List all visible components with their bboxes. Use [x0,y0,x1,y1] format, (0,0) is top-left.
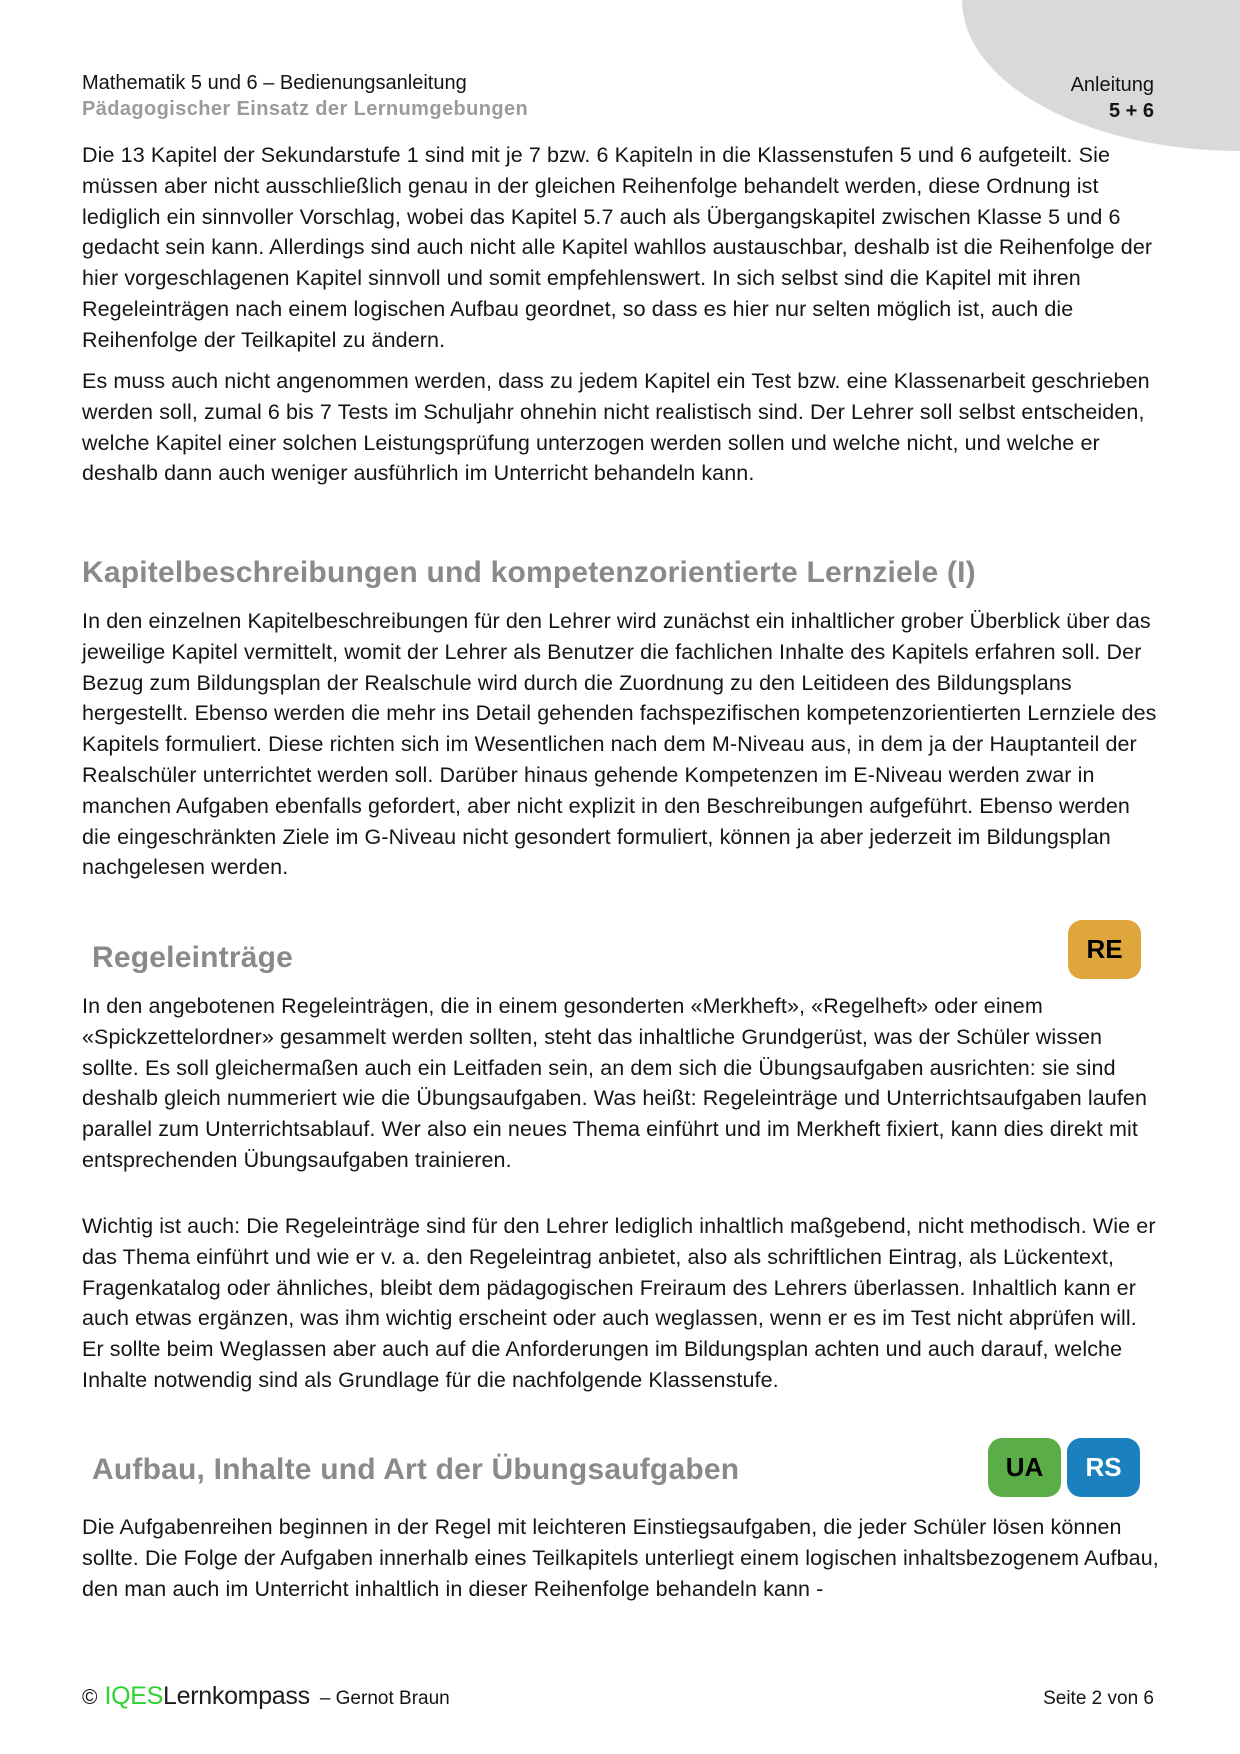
section-heading-kapitelbeschreibungen: Kapitelbeschreibungen und kompetenzorientierte Lernziele (I) [82,556,976,589]
corner-label [1071,72,1154,124]
footer-author: – Gernot Braun [319,1688,450,1709]
copyright-icon: © [82,1686,98,1709]
badge-re: RE [1068,920,1141,979]
brand-iqes: IQES [104,1682,164,1710]
page-number: Seite 2 von 6 [1043,1688,1154,1709]
corner-label-grade: 5 + 6 [1108,100,1154,122]
intro-paragraph-2: Es muss auch nicht angenommen werden, dass zu jedem Kapitel ein Test bzw. eine Klassenarbeit geschrieben werden soll, zumal 6 bis 7 Tests im Schuljahr ohnehin nicht realistisch sind. Der Lehrer soll selbst entscheiden, welche Kapitel einer solchen Leistungsprüfung unterzogen werden sollen und welche nicht, und welche er deshalb dann auch weniger ausführlich im Unterricht behandeln kann. [82,369,1150,486]
regeleintraege-paragraph-1: In den angebotenen Regeleinträgen, die in einem gesonderten «Merkheft», «Regelheft» oder einem «Spickzettelordner» gesammelt werden sollten, steht das inhaltliche Grundgerüst, was der Schüler wissen sollte. Es soll gleichermaßen auch ein Leitfaden sein, an dem sich die Übungsaufgaben ausrichten: sie sind deshalb gleich nummeriert wie die Übungsaufgaben. Was heißt: Regeleinträge und Unterrichtsaufgaben laufen parallel zum Unterrichtsablauf. Wer also ein neues Thema einführt und im Merkheft fixiert, kann dies direkt mit entsprechenden Übungsaufgaben trainieren. [82,994,1148,1172]
document-title: Mathematik 5 und 6 – Bedienungsanleitung [82,72,467,94]
kapitelbeschreibungen-paragraph: In den einzelnen Kapitelbeschreibungen für den Lehrer wird zunächst ein inhaltlicher grober Überblick über das jeweilige Kapitel vermittelt, womit der Lehrer als Benutzer die fachlichen Inhalte des Kapitels erfahren soll. Der Bezug zum Bildungsplan der Realschule wird durch die Zuordnung zu den Leitideen des Bildungsplans hergestellt. Ebenso werden die mehr ins Detail gehenden fachspezifischen kompetenzorientierten Lernziele des Kapitels formuliert. Diese richten sich im Wesentlichen nach dem M-Niveau aus, in dem ja der Hauptanteil der Realschüler unterrichtet werden soll. Darüber hinaus gehende Kompetenzen im E-Niveau werden zwar in manchen Aufgaben ebenfalls gefordert, aber nicht explizit in den Beschreibungen aufgeführt. Ebenso werden die eingeschränkten Ziele im G-Niveau nicht gesondert formuliert, können ja aber jederzeit im Bildungsplan nachgelesen werden. [82,609,1157,880]
aufbau-paragraph: Die Aufgabenreihen beginnen in der Regel mit leichteren Einstiegsaufgaben, die jeder Schüler lösen können sollte. Die Folge der Aufgaben innerhalb eines Teilkapitels unterliegt einem logischen inhaltsbezogenem Aufbau, den man auch im Unterricht inhaltlich in dieser Reihenfolge behandeln kann - [82,1515,1159,1601]
intro-paragraph-1: Die 13 Kapitel der Sekundarstufe 1 sind mit je 7 bzw. 6 Kapiteln in die Klassenstufen 5 und 6 aufgeteilt. Sie müssen aber nicht ausschließlich genau in der gleichen Reihenfolge behandelt werden, diese Ordnung ist lediglich ein sinnvoller Vorschlag, wobei das Kapitel 5.7 auch als Übergangskapitel zwischen Klasse 5 und 6 gedacht sein kann. Allerdings sind auch nicht alle Kapitel wahllos austauschbar, deshalb ist die Reihenfolge der hier vorgeschlagenen Kapitel sinnvoll und somit empfehlenswert. In sich selbst sind die Kapitel mit ihren Regeleinträgen nach einem logischen Aufbau geordnet, so dass es hier nur selten möglich ist, auch die Reihenfolge der Teilkapitel zu ändern. [82,143,1153,352]
document-subtitle: Pädagogischer Einsatz der Lernumgebungen [82,98,529,120]
page-header [82,70,528,122]
page-footer [82,1682,1154,1711]
section-heading-regeleintraege: Regeleinträge [92,941,293,974]
corner-label-anleitung: Anleitung [1070,74,1154,96]
badge-ua: UA [988,1438,1061,1497]
regeleintraege-paragraph-2: Wichtig ist auch: Die Regeleinträge sind für den Lehrer lediglich inhaltlich maßgebend, nicht methodisch. Wie er das Thema einführt und wie er v. a. den Regeleintrag anbietet, also als schriftlichen Eintrag, als Lückentext, Fragenkatalog oder ähnliches, bleibt dem pädagogischen Freiraum des Lehrers überlassen. Inhaltlich kann er auch etwas ergänzen, was ihm wichtig erscheint oder auch weglassen, wenn er es im Test nicht abprüfen will. Er sollte beim Weglassen aber auch auf die Anforderungen im Bildungsplan achten und auch darauf, welche Inhalte notwendig sind als Grundlage für die nachfolgende Klassenstufe. [82,1214,1156,1392]
badge-rs: RS [1067,1438,1140,1497]
section-heading-aufbau: Aufbau, Inhalte und Art der Übungsaufgaben [92,1453,740,1486]
brand-lernkompass: Lernkompass [163,1682,310,1710]
footer-brand [82,1682,450,1711]
